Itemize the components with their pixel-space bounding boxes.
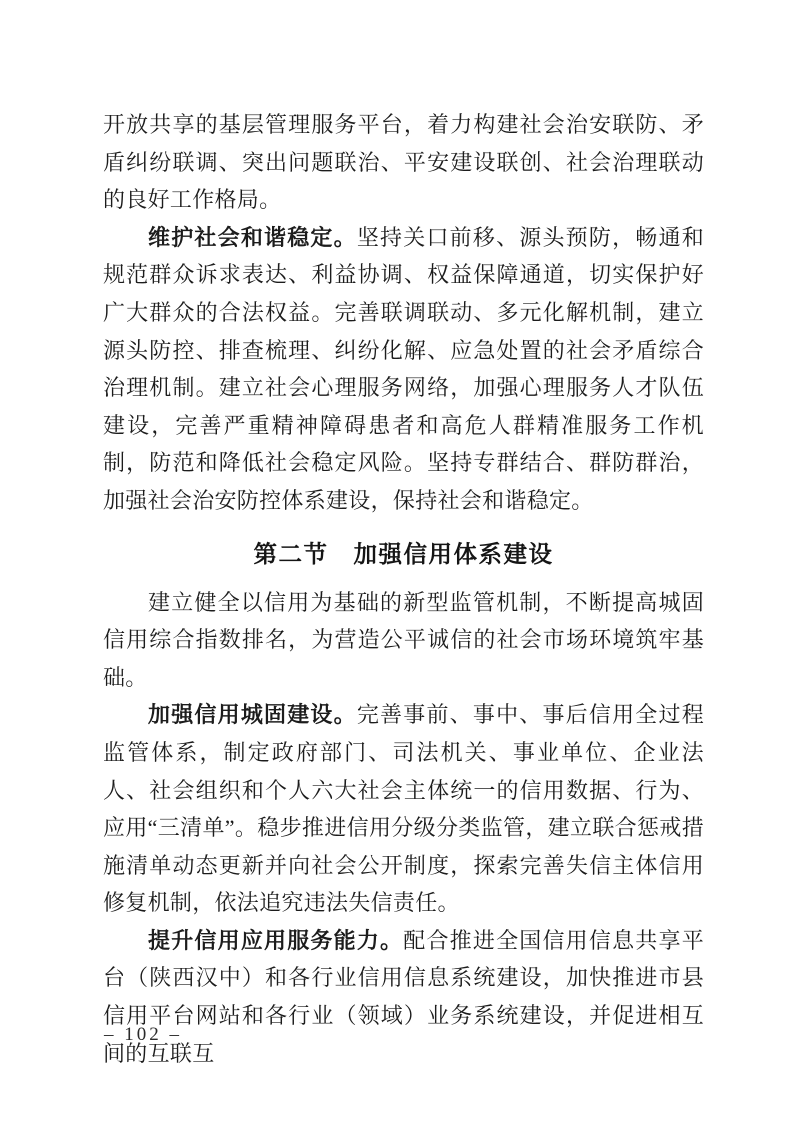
- paragraph-lead: 加强信用城固建设。: [148, 702, 357, 728]
- section-heading: 第二节 加强信用体系建设: [253, 540, 554, 567]
- paragraph-text: 开放共享的基层管理服务平台，着力构建社会治安联防、矛盾纠纷联调、突出问题联治、平安建设联创、社会治理联动的良好工作格局。: [103, 112, 704, 213]
- paragraph-credit-intro: [103, 584, 704, 697]
- paragraph-text: 坚持关口前移、源头预防，畅通和规范群众诉求表达、利益协调、权益保障通道，切实保护好广大群众的合法权益。完善联调联动、多元化解机制，建立源头防控、排查梳理、纠纷化解、应急处置的社会矛盾综合治理机制。建立社会心理服务网络，加强心理服务人才队伍建设，完善严重精神障碍患者和高危人群精准服务工作机制，防范和降低社会稳定风险。坚持专群结合、群防群治，加强社会治安防控体系建设，保持社会和谐稳定。: [103, 224, 704, 513]
- page-number: – 102 –: [104, 1024, 182, 1045]
- paragraph-credit-application-service: [103, 922, 704, 1072]
- paragraph-maintain-social-harmony: [103, 219, 704, 520]
- paragraph-text: 配合推进全国信用信息共享平台（陕西汉中）和各行业信用信息系统建设，加快推进市县信用平台网站和各行业（领域）业务系统建设，并促进相互间的互联互: [103, 927, 704, 1066]
- paragraph-lead: 提升信用应用服务能力。: [148, 927, 404, 953]
- paragraph-continuation: [103, 106, 704, 219]
- paragraph-text: 完善事前、事中、事后信用全过程监管体系，制定政府部门、司法机关、事业单位、企业法人、社会组织和个人六大社会主体统一的信用数据、行为、应用“三清单”。稳步推进信用分级分类监管，建立联合惩戒措施清单动态更新并向社会公开制度，探索完善失信主体信用修复机制，依法追究违法失信责任。: [103, 702, 704, 916]
- paragraph-text: 建立健全以信用为基础的新型监管机制，不断提高城固信用综合指数排名，为营造公平诚信的社会市场环境筑牢基础。: [103, 589, 704, 690]
- paragraph-strengthen-credit-chenggu: [103, 696, 704, 922]
- paragraph-lead: 维护社会和谐稳定。: [148, 224, 357, 250]
- page-body: [103, 106, 704, 1072]
